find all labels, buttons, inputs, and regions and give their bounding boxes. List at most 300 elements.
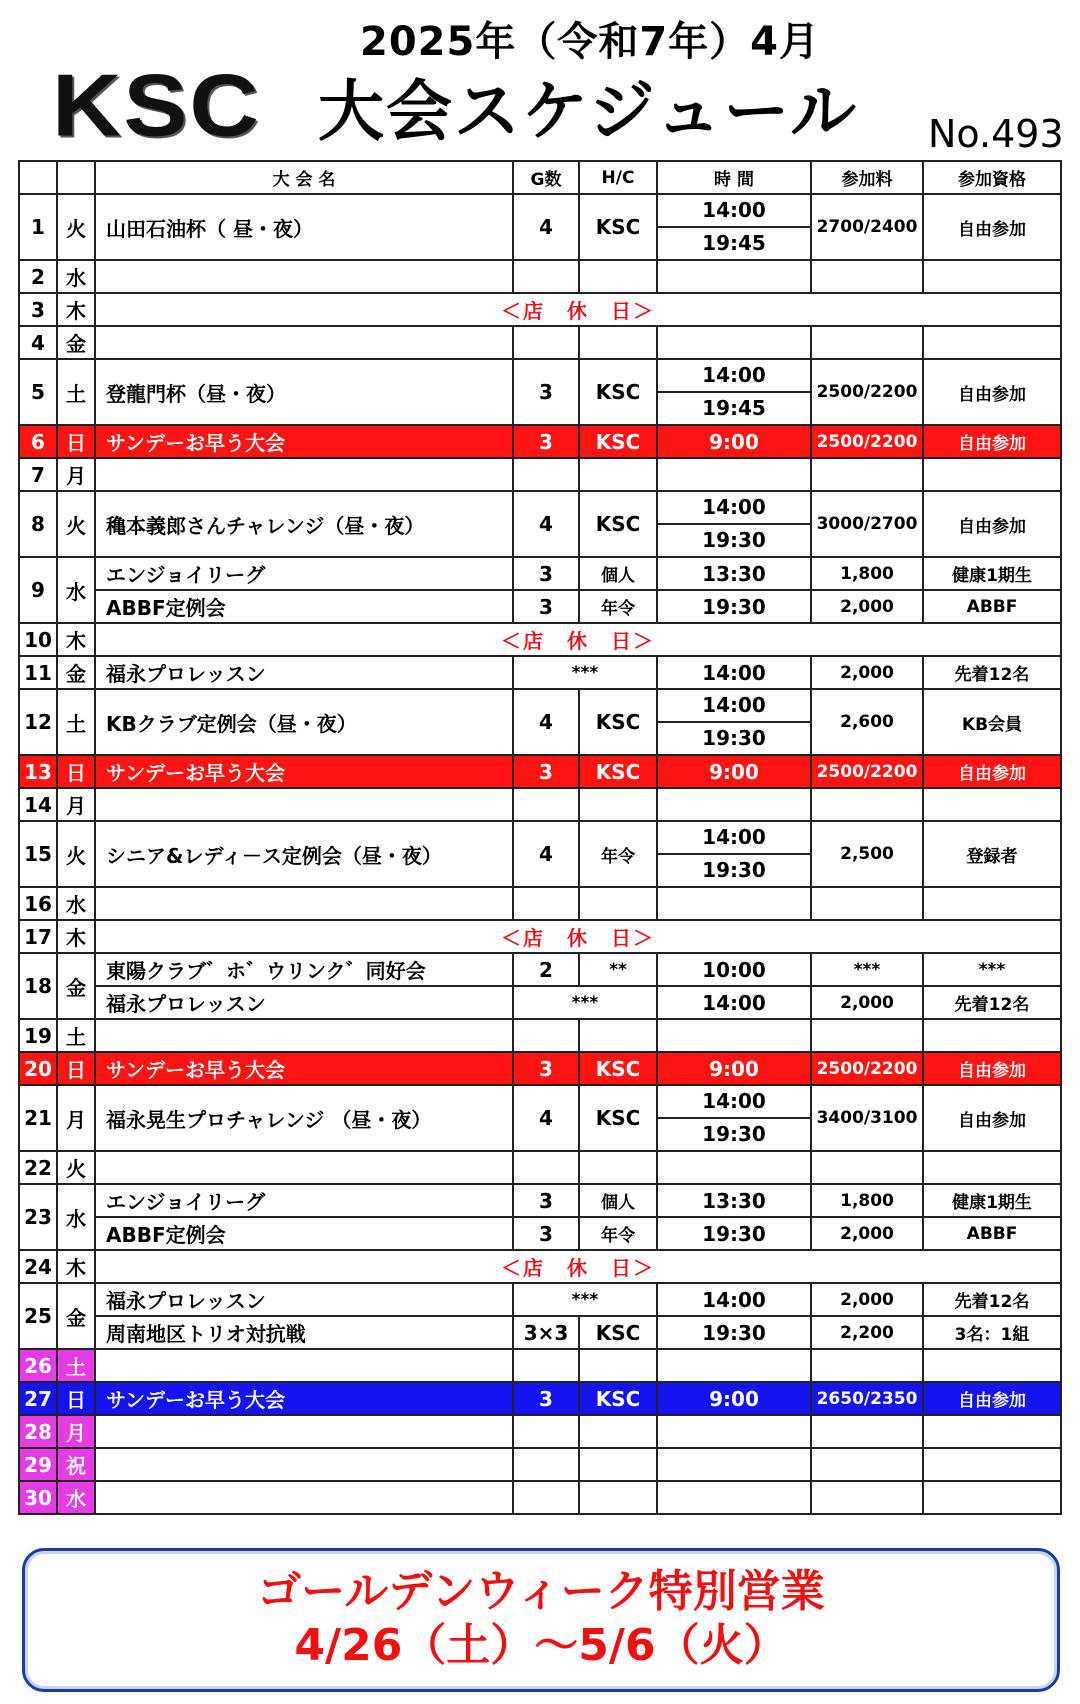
empty-cell (95, 788, 513, 821)
time-day: 14:00 (658, 360, 810, 393)
empty-cell (579, 1349, 657, 1382)
empty-cell (579, 1448, 657, 1481)
day-number: 22 (19, 1151, 57, 1184)
table-row (19, 260, 1061, 293)
table-row (19, 887, 1061, 920)
closed-day-label: ＜店 休 日＞ (95, 1250, 1061, 1283)
column-header-time: 時 間 (657, 161, 811, 194)
table-row (19, 1448, 1061, 1481)
empty-cell (657, 458, 811, 491)
empty-cell (513, 1481, 579, 1514)
games: 3 (513, 557, 579, 590)
weekday: 木 (57, 623, 95, 656)
empty-cell (923, 458, 1061, 491)
handicap: 個人 (579, 1184, 657, 1217)
fee: 1,800 (811, 557, 923, 590)
empty-cell (513, 326, 579, 359)
time: 19:30 (657, 590, 811, 623)
table-row (19, 1481, 1061, 1514)
table-row (19, 359, 1061, 425)
games: 3 (513, 425, 579, 458)
qualification: 自由参加 (923, 1085, 1061, 1151)
empty-cell (95, 1019, 513, 1052)
empty-cell (513, 1019, 579, 1052)
games: 4 (513, 689, 579, 755)
closed-day-label: ＜店 休 日＞ (95, 920, 1061, 953)
event-name: サンデーお早う大会 (95, 425, 513, 458)
time-cell (657, 491, 811, 557)
time-cell (657, 689, 811, 755)
handicap: KSC (579, 755, 657, 788)
empty-cell (579, 260, 657, 293)
column-header-weekday (57, 161, 95, 194)
weekday: 日 (57, 425, 95, 458)
column-header-hc: H/C (579, 161, 657, 194)
empty-cell (811, 1481, 923, 1514)
table-row (19, 788, 1061, 821)
day-number: 29 (19, 1448, 57, 1481)
empty-cell (923, 788, 1061, 821)
games-hc-merged: *** (513, 656, 657, 689)
weekday: 土 (57, 359, 95, 425)
empty-cell (811, 1415, 923, 1448)
table-row (19, 656, 1061, 689)
empty-cell (95, 326, 513, 359)
empty-cell (657, 260, 811, 293)
time-night: 19:30 (702, 726, 766, 750)
empty-cell (95, 1481, 513, 1514)
fee: 2,000 (811, 986, 923, 1019)
fee: 2500/2200 (811, 359, 923, 425)
day-number: 9 (19, 557, 57, 623)
table-row (19, 1415, 1061, 1448)
day-number: 15 (19, 821, 57, 887)
table-row (19, 293, 1061, 326)
day-number: 25 (19, 1283, 57, 1349)
table-row (19, 689, 1061, 755)
day-number: 7 (19, 458, 57, 491)
empty-cell (95, 1448, 513, 1481)
day-number: 2 (19, 260, 57, 293)
qualification: ABBF (923, 1217, 1061, 1250)
table-row (19, 491, 1061, 557)
empty-cell (657, 1481, 811, 1514)
empty-cell (579, 458, 657, 491)
day-number: 30 (19, 1481, 57, 1514)
fee: 2,000 (811, 1217, 923, 1250)
empty-cell (513, 1151, 579, 1184)
event-name: エンジョイリーグ (95, 557, 513, 590)
weekday: 日 (57, 755, 95, 788)
event-name: サンデーお早う大会 (95, 1052, 513, 1085)
fee: 2,000 (811, 590, 923, 623)
handicap: ** (579, 953, 657, 986)
event-name: ABBF定例会 (95, 590, 513, 623)
column-header-qualification: 参加資格 (923, 161, 1061, 194)
event-name: 穐本義郎さんチャレンジ（昼・夜） (95, 491, 513, 557)
day-number: 1 (19, 194, 57, 260)
time-cell (657, 1085, 811, 1151)
empty-cell (513, 1349, 579, 1382)
time-night: 19:30 (702, 1122, 766, 1146)
day-number: 10 (19, 623, 57, 656)
day-number: 19 (19, 1019, 57, 1052)
empty-cell (811, 788, 923, 821)
day-number: 5 (19, 359, 57, 425)
ksc-logo: KSC (52, 56, 261, 155)
day-number: 6 (19, 425, 57, 458)
day-number: 18 (19, 953, 57, 1019)
handicap: 年令 (579, 821, 657, 887)
fee: 2500/2200 (811, 1052, 923, 1085)
header-row (19, 161, 1061, 194)
qualification: 自由参加 (923, 1382, 1061, 1415)
qualification: 自由参加 (923, 194, 1061, 260)
games: 3 (513, 1184, 579, 1217)
empty-cell (811, 1151, 923, 1184)
table-row (19, 953, 1061, 986)
empty-cell (923, 1349, 1061, 1382)
empty-cell (657, 1019, 811, 1052)
table-row (19, 194, 1061, 260)
table-row (19, 1316, 1061, 1349)
fee: 2500/2200 (811, 755, 923, 788)
event-name: 福永プロレッスン (95, 1283, 513, 1316)
time-day: 14:00 (658, 1086, 810, 1119)
time: 19:30 (657, 1316, 811, 1349)
time: 13:30 (657, 557, 811, 590)
event-name: 福永プロレッスン (95, 986, 513, 1019)
weekday: 日 (57, 1052, 95, 1085)
day-number: 11 (19, 656, 57, 689)
time-day: 14:00 (658, 195, 810, 228)
weekday: 月 (57, 1415, 95, 1448)
time: 14:00 (657, 656, 811, 689)
day-number: 17 (19, 920, 57, 953)
empty-cell (579, 887, 657, 920)
empty-cell (657, 1349, 811, 1382)
weekday: 水 (57, 260, 95, 293)
handicap: KSC (579, 359, 657, 425)
qualification: ABBF (923, 590, 1061, 623)
day-number: 16 (19, 887, 57, 920)
weekday: 祝 (57, 1448, 95, 1481)
weekday: 土 (57, 689, 95, 755)
fee: 2650/2350 (811, 1382, 923, 1415)
empty-cell (95, 1151, 513, 1184)
column-header-games: G数 (513, 161, 579, 194)
handicap: KSC (579, 425, 657, 458)
event-name: KBクラブ定例会（昼・夜） (95, 689, 513, 755)
empty-cell (923, 1481, 1061, 1514)
empty-cell (95, 1349, 513, 1382)
handicap: 年令 (579, 1217, 657, 1250)
empty-cell (811, 887, 923, 920)
event-name: シニア&レディ－ス定例会（昼・夜） (95, 821, 513, 887)
weekday: 木 (57, 293, 95, 326)
table-row (19, 1085, 1061, 1151)
time-night: 19:30 (702, 858, 766, 882)
event-name: サンデーお早う大会 (95, 1382, 513, 1415)
weekday: 土 (57, 1349, 95, 1382)
time: 14:00 (657, 986, 811, 1019)
games: 3×3 (513, 1316, 579, 1349)
empty-cell (923, 1151, 1061, 1184)
table-row (19, 1283, 1061, 1316)
empty-cell (811, 1448, 923, 1481)
time-night: 19:45 (702, 396, 766, 420)
day-number: 20 (19, 1052, 57, 1085)
empty-cell (95, 1415, 513, 1448)
column-header-name: 大 会 名 (95, 161, 513, 194)
time-day: 14:00 (658, 690, 810, 723)
games: 2 (513, 953, 579, 986)
table-row (19, 1349, 1061, 1382)
weekday: 水 (57, 887, 95, 920)
empty-cell (923, 1415, 1061, 1448)
weekday: 金 (57, 656, 95, 689)
games: 4 (513, 821, 579, 887)
weekday: 月 (57, 458, 95, 491)
empty-cell (811, 458, 923, 491)
event-name: 山田石油杯（ 昼・夜） (95, 194, 513, 260)
qualification: 自由参加 (923, 491, 1061, 557)
qualification: 自由参加 (923, 755, 1061, 788)
empty-cell (95, 458, 513, 491)
weekday: 木 (57, 920, 95, 953)
table-row (19, 986, 1061, 1019)
empty-cell (579, 1151, 657, 1184)
column-header-day (19, 161, 57, 194)
handicap: 個人 (579, 557, 657, 590)
empty-cell (811, 1349, 923, 1382)
qualification: 自由参加 (923, 1052, 1061, 1085)
weekday: 月 (57, 788, 95, 821)
table-row (19, 821, 1061, 887)
empty-cell (923, 1019, 1061, 1052)
empty-cell (811, 1019, 923, 1052)
event-name: サンデーお早う大会 (95, 755, 513, 788)
empty-cell (579, 788, 657, 821)
empty-cell (657, 788, 811, 821)
table-row (19, 326, 1061, 359)
table-row (19, 458, 1061, 491)
games: 3 (513, 359, 579, 425)
empty-cell (95, 887, 513, 920)
fee: 3000/2700 (811, 491, 923, 557)
weekday: 火 (57, 821, 95, 887)
handicap: KSC (579, 491, 657, 557)
empty-cell (513, 1415, 579, 1448)
weekday: 水 (57, 1184, 95, 1250)
time-cell (657, 194, 811, 260)
weekday: 土 (57, 1019, 95, 1052)
empty-cell (513, 458, 579, 491)
issue-number: No.493 (928, 112, 1064, 156)
handicap: KSC (579, 1085, 657, 1151)
table-row (19, 557, 1061, 590)
time-day: 14:00 (658, 822, 810, 855)
column-header-fee: 参加料 (811, 161, 923, 194)
event-name: 福永プロレッスン (95, 656, 513, 689)
empty-cell (923, 326, 1061, 359)
fee: *** (811, 953, 923, 986)
empty-cell (579, 1019, 657, 1052)
fee: 2700/2400 (811, 194, 923, 260)
handicap: KSC (579, 1052, 657, 1085)
empty-cell (923, 1448, 1061, 1481)
fee: 3400/3100 (811, 1085, 923, 1151)
fee: 2,500 (811, 821, 923, 887)
empty-cell (657, 887, 811, 920)
fee: 2,200 (811, 1316, 923, 1349)
table-row (19, 590, 1061, 623)
empty-cell (95, 260, 513, 293)
games: 4 (513, 491, 579, 557)
weekday: 日 (57, 1382, 95, 1415)
games: 3 (513, 1217, 579, 1250)
handicap: KSC (579, 689, 657, 755)
empty-cell (513, 887, 579, 920)
empty-cell (923, 260, 1061, 293)
event-name: 周南地区トリオ対抗戦 (95, 1316, 513, 1349)
time-night: 19:30 (702, 528, 766, 552)
fee: 2,600 (811, 689, 923, 755)
weekday: 金 (57, 953, 95, 1019)
table-row (19, 1217, 1061, 1250)
empty-cell (811, 326, 923, 359)
time: 9:00 (657, 1382, 811, 1415)
event-name: 東陽クラブ゛ホ゛ウリンク゛同好会 (95, 953, 513, 986)
empty-cell (579, 1481, 657, 1514)
qualification: 3名：1組 (923, 1316, 1061, 1349)
table-row-sunday (19, 425, 1061, 458)
weekday: 火 (57, 194, 95, 260)
table-row (19, 920, 1061, 953)
qualification: 健康1期生 (923, 557, 1061, 590)
qualification: 先着12名 (923, 1283, 1061, 1316)
qualification: 健康1期生 (923, 1184, 1061, 1217)
table-row (19, 623, 1061, 656)
event-name: 登龍門杯（昼・夜） (95, 359, 513, 425)
weekday: 月 (57, 1085, 95, 1151)
day-number: 23 (19, 1184, 57, 1250)
games: 4 (513, 1085, 579, 1151)
weekday: 木 (57, 1250, 95, 1283)
handicap: KSC (579, 1316, 657, 1349)
golden-week-dates: 4/26（土）～5/6（火） (294, 1620, 788, 1671)
day-number: 4 (19, 326, 57, 359)
empty-cell (579, 1415, 657, 1448)
games: 3 (513, 755, 579, 788)
weekday: 金 (57, 326, 95, 359)
day-number: 21 (19, 1085, 57, 1151)
golden-week-notice (22, 1548, 1060, 1692)
qualification: *** (923, 953, 1061, 986)
handicap: 年令 (579, 590, 657, 623)
empty-cell (513, 260, 579, 293)
time: 19:30 (657, 1217, 811, 1250)
time: 14:00 (657, 1283, 811, 1316)
fee: 1,800 (811, 1184, 923, 1217)
empty-cell (579, 326, 657, 359)
games: 3 (513, 590, 579, 623)
fee: 2,000 (811, 656, 923, 689)
page-title: 大会スケジュール (318, 73, 859, 150)
empty-cell (513, 788, 579, 821)
empty-cell (657, 1448, 811, 1481)
games: 4 (513, 194, 579, 260)
games: 3 (513, 1382, 579, 1415)
empty-cell (657, 1415, 811, 1448)
day-number: 26 (19, 1349, 57, 1382)
closed-day-label: ＜店 休 日＞ (95, 293, 1061, 326)
schedule-table (18, 160, 1062, 1515)
time: 9:00 (657, 1052, 811, 1085)
time: 13:30 (657, 1184, 811, 1217)
golden-week-title: ゴールデンウィーク特別営業 (257, 1566, 825, 1617)
fee: 2500/2200 (811, 425, 923, 458)
table-row-sunday (19, 1052, 1061, 1085)
qualification: 先着12名 (923, 656, 1061, 689)
day-number: 14 (19, 788, 57, 821)
weekday: 火 (57, 491, 95, 557)
day-number: 27 (19, 1382, 57, 1415)
handicap: KSC (579, 1382, 657, 1415)
table-row (19, 1250, 1061, 1283)
weekday: 火 (57, 1151, 95, 1184)
time-cell (657, 821, 811, 887)
games: 3 (513, 1052, 579, 1085)
table-row-sunday (19, 1382, 1061, 1415)
schedule-month: 2025年（令和7年）4月 (360, 19, 820, 65)
qualification: 自由参加 (923, 359, 1061, 425)
table-row (19, 1019, 1061, 1052)
games-hc-merged: *** (513, 986, 657, 1019)
qualification: 先着12名 (923, 986, 1061, 1019)
day-number: 13 (19, 755, 57, 788)
day-number: 12 (19, 689, 57, 755)
fee: 2,000 (811, 1283, 923, 1316)
table-row (19, 1184, 1061, 1217)
day-number: 24 (19, 1250, 57, 1283)
time: 9:00 (657, 425, 811, 458)
closed-day-label: ＜店 休 日＞ (95, 623, 1061, 656)
time-night: 19:45 (702, 231, 766, 255)
empty-cell (513, 1448, 579, 1481)
handicap: KSC (579, 194, 657, 260)
table-row-sunday (19, 755, 1061, 788)
qualification: KB会員 (923, 689, 1061, 755)
event-name: ABBF定例会 (95, 1217, 513, 1250)
weekday: 水 (57, 1481, 95, 1514)
event-name: 福永晃生プロチャレンジ （昼・夜） (95, 1085, 513, 1151)
time: 10:00 (657, 953, 811, 986)
empty-cell (923, 887, 1061, 920)
games-hc-merged: *** (513, 1283, 657, 1316)
table-row (19, 1151, 1061, 1184)
empty-cell (657, 326, 811, 359)
weekday: 水 (57, 557, 95, 623)
qualification: 登録者 (923, 821, 1061, 887)
empty-cell (657, 1151, 811, 1184)
day-number: 8 (19, 491, 57, 557)
empty-cell (811, 260, 923, 293)
time-day: 14:00 (658, 492, 810, 525)
time-cell (657, 359, 811, 425)
weekday: 金 (57, 1283, 95, 1349)
qualification: 自由参加 (923, 425, 1061, 458)
